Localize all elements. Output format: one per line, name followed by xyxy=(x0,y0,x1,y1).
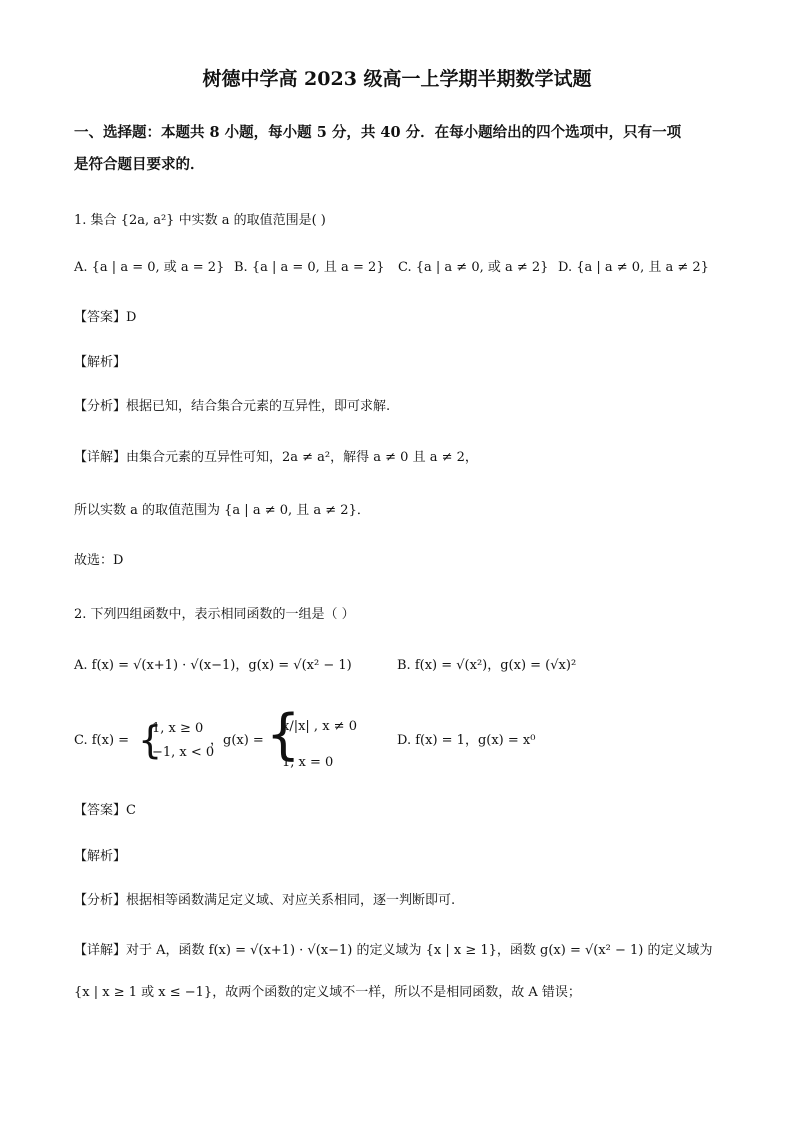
question-1-stem: 1. 集合 {2a, a²} 中实数 a 的取值范围是( ) xyxy=(74,213,326,228)
option-c-brace-g: { xyxy=(266,703,301,766)
section-heading-line-2: 是符合题目要求的． xyxy=(74,156,205,173)
question-2-xiangjie-2: {x | x ≥ 1 或 x ≤ −1}，故两个函数的定义域不一样，所以不是相同函数，故 A 错误； xyxy=(74,985,581,1000)
question-1-answer: 【答案】D xyxy=(74,310,137,325)
question-2-xiangjie-1: 【详解】对于 A，函数 f(x) = √(x+1) · √(x−1) 的定义域为 {x | x ≥ 1}，函数 g(x) = √(x² − 1) 的定义域为 xyxy=(74,943,713,958)
question-2-option-b: B. f(x) = √(x²)，g(x) = (√x)² xyxy=(397,658,577,673)
option-c-f-case-2: −1, x < 0 xyxy=(152,745,215,760)
question-2-option-d: D. f(x) = 1，g(x) = x⁰ xyxy=(397,733,536,748)
question-1-option-a: A. {a | a = 0, 或 a = 2} xyxy=(74,260,225,275)
option-c-brace-f: { xyxy=(138,718,163,762)
question-2-answer: 【答案】C xyxy=(74,803,136,818)
question-1-xiangjie: 【详解】由集合元素的互异性可知，2a ≠ a²，解得 a ≠ 0 且 a ≠ 2， xyxy=(74,450,478,465)
question-2-option-c xyxy=(74,703,374,774)
question-2-analysis-label: 【解析】 xyxy=(74,849,127,864)
option-c-g-case-2: 1, x = 0 xyxy=(282,755,334,770)
question-2-fenxi: 【分析】根据相等函数满足定义域、对应关系相同，逐一判断即可. xyxy=(74,893,456,908)
question-1-option-c: C. {a | a ≠ 0, 或 a ≠ 2} xyxy=(398,260,549,275)
section-heading-line-1: 一、选择题：本题共 8 小题，每小题 5 分，共 40 分．在每小题给出的四个选项中，只有一项 xyxy=(74,124,682,141)
option-c-g-lead: ，g(x) = xyxy=(210,733,264,748)
question-1-option-d: D. {a | a ≠ 0, 且 a ≠ 2} xyxy=(558,260,709,275)
question-2-option-a: A. f(x) = √(x+1) · √(x−1)，g(x) = √(x² − 1) xyxy=(74,658,352,673)
option-c-lead: C. f(x) = xyxy=(74,733,130,748)
option-c-f-case-1: 1, x ≥ 0 xyxy=(152,721,204,736)
question-1-fenxi: 【分析】根据已知，结合集合元素的互异性，即可求解. xyxy=(74,399,391,414)
question-2-stem: 2. 下列四组函数中，表示相同函数的一组是（ ） xyxy=(74,607,355,622)
question-1-conclusion: 所以实数 a 的取值范围为 {a | a ≠ 0, 且 a ≠ 2}． xyxy=(74,503,370,518)
question-1-option-b: B. {a | a = 0, 且 a = 2} xyxy=(234,260,385,275)
question-1-choose: 故选：D xyxy=(74,553,124,568)
option-c-g-case-1: x/|x| , x ≠ 0 xyxy=(282,719,357,734)
question-1-analysis-label: 【解析】 xyxy=(74,355,127,370)
page-title: 树德中学高 2023 级高一上学期半期数学试题 xyxy=(202,68,592,90)
